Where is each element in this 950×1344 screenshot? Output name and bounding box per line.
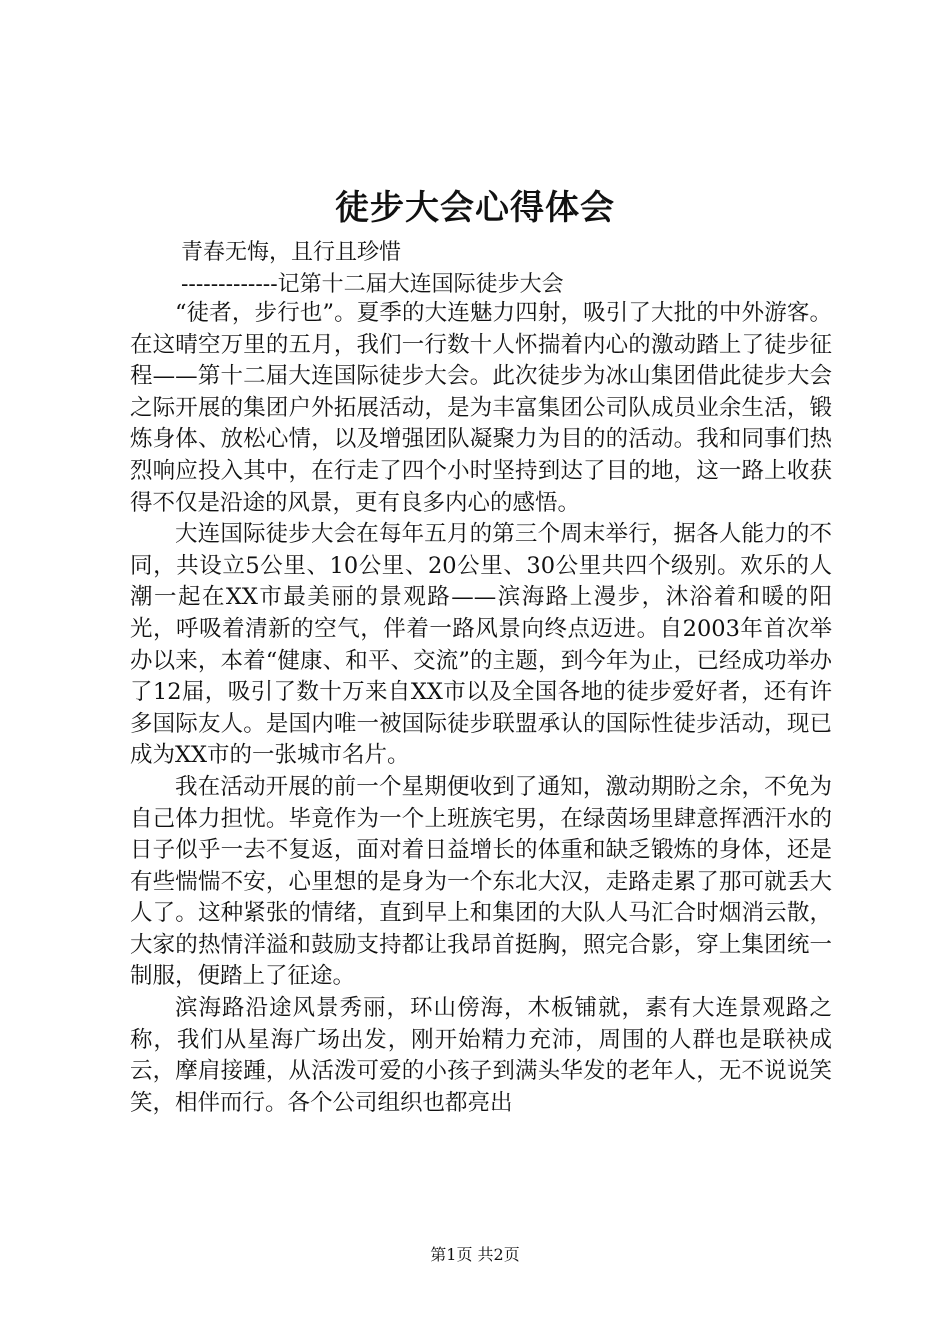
document-subtitle: 青春无悔，且行且珍惜 (181, 240, 402, 265)
body-paragraph: “徒者，步行也”。夏季的大连魅力四射，吸引了大批的中外游客。在这晴空万里的五月，我们一行数十人怀揣着内心的激动踏上了徒步征程——第十二届大连国际徒步大会。此次徒步为冰山集团借此徒步大会之际开展的集团户外拓展活动，是为丰富集团公司队成员业余生活，锻炼身体、放松心情，以及增强团队凝聚力为目的的活动。我和同事们热烈响应投入其中，在行走了四个小时坚持到达了目的地，这一路上收获得不仅是沿途的风景，更有良多内心的感悟。 (130, 300, 832, 516)
body-paragraph: 我在活动开展的前一个星期便收到了通知，激动期盼之余，不免为自己体力担忧。毕竟作为一个上班族宅男，在绿茵场里肆意挥洒汗水的日子似乎一去不复返，面对着日益增长的体重和缺乏锻炼的身体，还是有些惴惴不安，心里想的是身为一个东北大汉，走路走累了那可就丢大人了。这种紧张的情绪，直到早上和集团的大队人马汇合时烟消云散，大家的热情洋溢和鼓励支持都让我昂首挺胸，照完合影，穿上集团统一制服，便踏上了征途。 (130, 773, 832, 990)
page-footer: 第1页 共2页 (430, 1245, 520, 1264)
body-paragraph: 滨海路沿途风景秀丽，环山傍海，木板铺就，素有大连景观路之称，我们从星海广场出发，刚开始精力充沛，周围的人群也是联袂成云，摩肩接踵，从活泼可爱的小孩子到满头华发的老年人，无不说说笑笑，相伴而行。各个公司组织也都亮出 (130, 995, 832, 1116)
document-body (130, 298, 832, 1119)
document-title: 徒步大会心得体会 (335, 188, 615, 228)
document-dedication: -------------记第十二届大连国际徒步大会 (181, 272, 564, 297)
body-paragraph: 大连国际徒步大会在每年五月的第三个周末举行，据各人能力的不同，共设立5公里、10公里、20公里、30公里共四个级别。欢乐的人潮一起在XX市最美丽的景观路——滨海路上漫步，沐浴着和暖的阳光，呼吸着清新的空气，伴着一路风景向终点迈进。自2003年首次举办以来，本着“健康、和平、交流”的主题，到今年为止，已经成功举办了12届，吸引了数十万来自XX市以及全国各地的徒步爱好者，还有许多国际友人。是国内唯一被国际徒步联盟承认的国际性徒步活动，现已成为XX市的一张城市名片。 (130, 521, 832, 769)
